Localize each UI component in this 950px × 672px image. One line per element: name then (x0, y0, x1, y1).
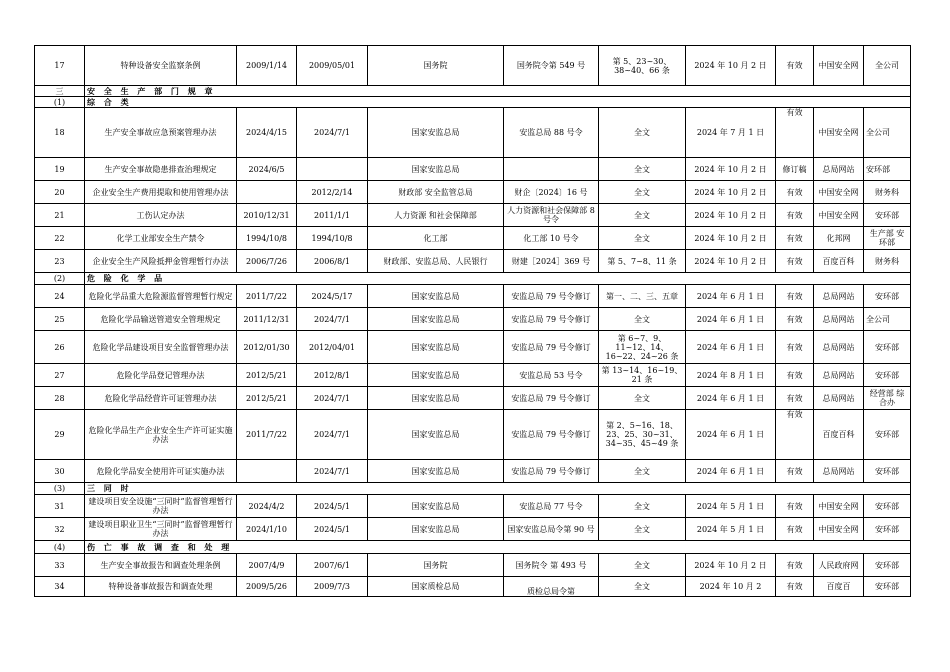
effective-date: 2024/7/1 (297, 410, 368, 460)
issuing-authority: 国家安监总局 (368, 108, 504, 158)
subsection-number: (1) (35, 97, 85, 108)
row-number: 22 (35, 227, 85, 250)
verification-date: 2024 年 10 月 2 日 (686, 554, 776, 577)
effective-date: 2009/05/01 (297, 46, 368, 86)
verification-date: 2024 年 6 月 1 日 (686, 308, 776, 331)
document-number: 质检总局令第 (504, 577, 599, 597)
validity-status: 有效 (776, 46, 814, 86)
regulation-name: 企业安全生产风险抵押金管理暂行办法 (85, 250, 237, 273)
table-row (35, 181, 911, 204)
regulation-name: 危险化学品输送管道安全管理规定 (85, 308, 237, 331)
document-number: 安监总局 79 号令修订 (504, 460, 599, 483)
validity-status: 有效 (776, 577, 814, 597)
issue-date: 2011/12/31 (237, 308, 297, 331)
regulations-table (34, 45, 911, 597)
table-row (35, 387, 911, 410)
subsection-title: 综 合 类 (85, 97, 911, 108)
verification-date: 2024 年 10 月 2 日 (686, 250, 776, 273)
document-number: 安监总局 79 号令修订 (504, 308, 599, 331)
regulation-name: 危险化学品重大危险源监督管理暂行规定 (85, 285, 237, 308)
issue-date: 2010/12/31 (237, 204, 297, 227)
applicable-clauses: 第一、二、三、五章 (599, 285, 686, 308)
source-site: 总局网站 (814, 158, 864, 181)
effective-date: 2024/7/1 (297, 387, 368, 410)
applicable-clauses: 第 2、5~16、18、23、25、30~31、34~35、45~49 条 (599, 410, 686, 460)
verification-date: 2024 年 5 月 1 日 (686, 495, 776, 518)
validity-status: 有效 (776, 518, 814, 541)
row-number: 17 (35, 46, 85, 86)
issuing-authority: 财政部、安监总局、人民银行 (368, 250, 504, 273)
regulation-name: 企业安全生产费用提取和使用管理办法 (85, 181, 237, 204)
issuing-authority: 国家安监总局 (368, 285, 504, 308)
issue-date: 2024/4/15 (237, 108, 297, 158)
table-row (35, 285, 911, 308)
row-number: 30 (35, 460, 85, 483)
document-number: 国务院令 第 493 号 (504, 554, 599, 577)
applicable-clauses: 全文 (599, 308, 686, 331)
verification-date: 2024 年 10 月 2 日 (686, 181, 776, 204)
issue-date: 2012/5/21 (237, 387, 297, 410)
regulation-name: 危险化学品安全使用许可证实施办法 (85, 460, 237, 483)
responsible-department: 生产部 安环部 (864, 227, 911, 250)
issue-date: 2024/6/5 (237, 158, 297, 181)
effective-date: 2012/04/01 (297, 331, 368, 364)
verification-date: 2024 年 6 月 1 日 (686, 387, 776, 410)
issuing-authority: 国家安监总局 (368, 460, 504, 483)
applicable-clauses: 全文 (599, 518, 686, 541)
issuing-authority: 国家安监总局 (368, 387, 504, 410)
document-number: 国家安监总局令第 90 号 (504, 518, 599, 541)
table-row (35, 577, 911, 597)
issue-date: 2009/5/26 (237, 577, 297, 597)
row-number: 29 (35, 410, 85, 460)
row-number: 33 (35, 554, 85, 577)
effective-date: 2006/8/1 (297, 250, 368, 273)
source-site: 中国安全网 (814, 495, 864, 518)
applicable-clauses: 全文 (599, 204, 686, 227)
validity-status: 有效 (776, 308, 814, 331)
applicable-clauses: 全文 (599, 495, 686, 518)
issue-date: 2011/7/22 (237, 410, 297, 460)
verification-date: 2024 年 10 月 2 日 (686, 204, 776, 227)
row-number: 24 (35, 285, 85, 308)
source-site: 中国安全网 (814, 108, 864, 158)
subsection-header (35, 483, 911, 495)
validity-status: 有效 (776, 387, 814, 410)
verification-date: 2024 年 6 月 1 日 (686, 410, 776, 460)
issue-date: 2024/1/10 (237, 518, 297, 541)
issue-date (237, 181, 297, 204)
verification-date: 2024 年 6 月 1 日 (686, 460, 776, 483)
effective-date: 2009/7/3 (297, 577, 368, 597)
regulation-name: 生产安全事故应急预案管理办法 (85, 108, 237, 158)
subsection-title: 三 同 时 (85, 483, 911, 495)
issuing-authority: 国家安监总局 (368, 158, 504, 181)
source-site: 中国安全网 (814, 518, 864, 541)
document-number: 安监总局 79 号令修订 (504, 410, 599, 460)
issue-date: 2024/4/2 (237, 495, 297, 518)
document-number: 国务院令第 549 号 (504, 46, 599, 86)
source-site: 总局网站 (814, 285, 864, 308)
verification-date: 2024 年 10 月 2 (686, 577, 776, 597)
section-header (35, 86, 911, 97)
responsible-department: 全公司 (864, 46, 911, 86)
subsection-header (35, 273, 911, 285)
verification-date: 2024 年 6 月 1 日 (686, 285, 776, 308)
responsible-department: 安环部 (864, 364, 911, 387)
issue-date: 2011/7/22 (237, 285, 297, 308)
applicable-clauses: 全文 (599, 181, 686, 204)
effective-date: 2024/5/1 (297, 495, 368, 518)
responsible-department: 安环部 (864, 410, 911, 460)
validity-status: 有效 (776, 108, 814, 158)
issue-date: 2012/5/21 (237, 364, 297, 387)
verification-date: 2024 年 6 月 1 日 (686, 331, 776, 364)
section-number: 三 (35, 86, 85, 97)
table-row (35, 331, 911, 364)
document-number: 安监总局 79 号令修订 (504, 285, 599, 308)
subsection-title: 伤 亡 事 故 调 查 和 处 理 (85, 541, 911, 554)
issuing-authority: 化工部 (368, 227, 504, 250)
document-number: 安监总局 53 号令 (504, 364, 599, 387)
row-number: 34 (35, 577, 85, 597)
responsible-department: 财务科 (864, 181, 911, 204)
effective-date: 2024/7/1 (297, 308, 368, 331)
source-site: 总局网站 (814, 387, 864, 410)
row-number: 19 (35, 158, 85, 181)
source-site: 中国安全网 (814, 204, 864, 227)
effective-date: 2024/5/17 (297, 285, 368, 308)
subsection-number: (3) (35, 483, 85, 495)
issuing-authority: 国家安监总局 (368, 495, 504, 518)
validity-status: 有效 (776, 460, 814, 483)
verification-date: 2024 年 8 月 1 日 (686, 364, 776, 387)
validity-status: 有效 (776, 331, 814, 364)
table-row (35, 460, 911, 483)
responsible-department: 安环部 (864, 554, 911, 577)
responsible-department: 经营部 综合办 (864, 387, 911, 410)
responsible-department: 安环部 (864, 518, 911, 541)
row-number: 20 (35, 181, 85, 204)
responsible-department: 财务科 (864, 250, 911, 273)
table-row (35, 364, 911, 387)
effective-date: 2024/7/1 (297, 108, 368, 158)
effective-date: 1994/10/8 (297, 227, 368, 250)
verification-date: 2024 年 7 月 1 日 (686, 108, 776, 158)
issuing-authority: 国家安监总局 (368, 364, 504, 387)
effective-date: 2012/8/1 (297, 364, 368, 387)
row-number: 27 (35, 364, 85, 387)
issue-date: 2009/1/14 (237, 46, 297, 86)
responsible-department: 安环部 (864, 495, 911, 518)
issue-date: 1994/10/8 (237, 227, 297, 250)
subsection-header (35, 97, 911, 108)
document-number: 财建［2024］369 号 (504, 250, 599, 273)
table-row (35, 227, 911, 250)
effective-date: 2012/2/14 (297, 181, 368, 204)
validity-status: 有效 (776, 227, 814, 250)
validity-status: 有效 (776, 250, 814, 273)
issuing-authority: 国家安监总局 (368, 518, 504, 541)
validity-status: 有效 (776, 181, 814, 204)
table-row (35, 46, 911, 86)
regulation-name: 危险化学品登记管理办法 (85, 364, 237, 387)
issuing-authority: 国家安监总局 (368, 308, 504, 331)
source-site: 总局网站 (814, 460, 864, 483)
responsible-department: 安环部 (864, 158, 911, 181)
applicable-clauses: 全文 (599, 460, 686, 483)
row-number: 21 (35, 204, 85, 227)
effective-date: 2007/6/1 (297, 554, 368, 577)
validity-status: 有效 (776, 554, 814, 577)
row-number: 23 (35, 250, 85, 273)
source-site: 中国安全网 (814, 181, 864, 204)
applicable-clauses: 第 5、23~30、38~40、66 条 (599, 46, 686, 86)
applicable-clauses: 全文 (599, 158, 686, 181)
responsible-department: 安环部 (864, 285, 911, 308)
row-number: 32 (35, 518, 85, 541)
source-site: 人民政府网 (814, 554, 864, 577)
effective-date: 2011/1/1 (297, 204, 368, 227)
table-row (35, 158, 911, 181)
effective-date: 2024/5/1 (297, 518, 368, 541)
validity-status: 有效 (776, 364, 814, 387)
effective-date: 2024/7/1 (297, 460, 368, 483)
issue-date: 2012/01/30 (237, 331, 297, 364)
validity-status: 有效 (776, 285, 814, 308)
document-number: 安监总局 79 号令修订 (504, 331, 599, 364)
document-number: 人力资源和社会保障部 8 号令 (504, 204, 599, 227)
responsible-department: 安环部 (864, 331, 911, 364)
validity-status: 有效 (776, 204, 814, 227)
issuing-authority: 财政部 安全监管总局 (368, 181, 504, 204)
regulation-name: 建设项目职业卫生“三同时”监督管理暂行办法 (85, 518, 237, 541)
regulation-name: 生产安全事故报告和调查处理条例 (85, 554, 237, 577)
subsection-number: (2) (35, 273, 85, 285)
regulation-name: 特种设备安全监察条例 (85, 46, 237, 86)
validity-status: 修订稿 (776, 158, 814, 181)
issuing-authority: 国家安监总局 (368, 331, 504, 364)
issue-date: 2006/7/26 (237, 250, 297, 273)
row-number: 25 (35, 308, 85, 331)
row-number: 26 (35, 331, 85, 364)
issuing-authority: 国务院 (368, 554, 504, 577)
table-row (35, 495, 911, 518)
responsible-department: 全公司 (864, 108, 911, 158)
document-number: 化工部 10 号令 (504, 227, 599, 250)
table-row (35, 250, 911, 273)
verification-date: 2024 年 10 月 2 日 (686, 158, 776, 181)
verification-date: 2024 年 10 月 2 日 (686, 46, 776, 86)
responsible-department: 安环部 (864, 204, 911, 227)
document-number: 安监总局 88 号令 (504, 108, 599, 158)
table-row (35, 204, 911, 227)
validity-status: 有效 (776, 410, 814, 460)
source-site: 中国安全网 (814, 46, 864, 86)
regulation-name: 危险化学品经营许可证管理办法 (85, 387, 237, 410)
source-site: 总局网站 (814, 364, 864, 387)
issuing-authority: 国家质检总局 (368, 577, 504, 597)
regulation-name: 化学工业部安全生产禁令 (85, 227, 237, 250)
table-row (35, 518, 911, 541)
source-site: 百度百科 (814, 250, 864, 273)
applicable-clauses: 全文 (599, 577, 686, 597)
source-site: 化邦网 (814, 227, 864, 250)
document-number: 安监总局 79 号令修订 (504, 387, 599, 410)
subsection-number: (4) (35, 541, 85, 554)
applicable-clauses: 第 13~14、16~19、21 条 (599, 364, 686, 387)
applicable-clauses: 全文 (599, 387, 686, 410)
responsible-department: 安环部 (864, 460, 911, 483)
validity-status: 有效 (776, 495, 814, 518)
verification-date: 2024 年 10 月 2 日 (686, 227, 776, 250)
regulation-name: 危险化学品建设项目安全监督管理办法 (85, 331, 237, 364)
source-site: 百度百科 (814, 410, 864, 460)
row-number: 18 (35, 108, 85, 158)
regulation-name: 危险化学品生产企业安全生产许可证实施办法 (85, 410, 237, 460)
issue-date: 2007/4/9 (237, 554, 297, 577)
issuing-authority: 国家安监总局 (368, 410, 504, 460)
applicable-clauses: 全文 (599, 227, 686, 250)
effective-date (297, 158, 368, 181)
subsection-title: 危 险 化 学 品 (85, 273, 911, 285)
subsection-header (35, 541, 911, 554)
applicable-clauses: 第 6~7、9、11~12、14、16~22、24~26 条 (599, 331, 686, 364)
regulation-name: 特种设备事故报告和调查处理 (85, 577, 237, 597)
section-title: 安 全 生 产 部 门 规 章 (85, 86, 911, 97)
applicable-clauses: 全文 (599, 554, 686, 577)
verification-date: 2024 年 5 月 1 日 (686, 518, 776, 541)
source-site: 总局网站 (814, 308, 864, 331)
table-row (35, 554, 911, 577)
regulation-name: 生产安全事故隐患排查治理规定 (85, 158, 237, 181)
issuing-authority: 国务院 (368, 46, 504, 86)
source-site: 百度百 (814, 577, 864, 597)
row-number: 31 (35, 495, 85, 518)
responsible-department: 全公司 (864, 308, 911, 331)
regulation-name: 工伤认定办法 (85, 204, 237, 227)
row-number: 28 (35, 387, 85, 410)
applicable-clauses: 第 5、7~8、11 条 (599, 250, 686, 273)
applicable-clauses: 全文 (599, 108, 686, 158)
regulation-name: 建设项目安全设施“三同时”监督管理暂行办法 (85, 495, 237, 518)
document-number: 安监总局 77 号令 (504, 495, 599, 518)
issue-date (237, 460, 297, 483)
source-site: 总局网站 (814, 331, 864, 364)
table-row (35, 308, 911, 331)
table-row (35, 108, 911, 158)
table-row (35, 410, 911, 460)
document-number: 财企〔2024〕16 号 (504, 181, 599, 204)
responsible-department: 安环部 (864, 577, 911, 597)
issuing-authority: 人力资源 和社会保障部 (368, 204, 504, 227)
document-number (504, 158, 599, 181)
